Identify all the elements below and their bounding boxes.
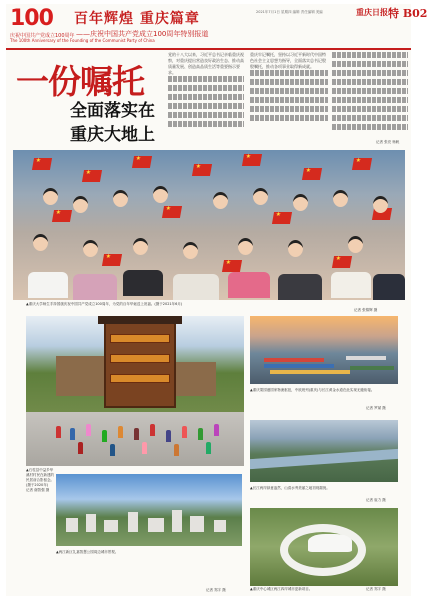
newspaper-page (6, 4, 427, 596)
river-photo (250, 420, 398, 482)
park-photo (250, 508, 398, 586)
river-caption: ▲长江两岸绿意盎然，山清水秀美丽之地初现端倪。 (250, 486, 330, 490)
edition-label: 特 B02 (388, 7, 427, 20)
reporter-byline: 记者 张亮 杨帆 (376, 140, 400, 144)
port-credit: 记者 罗斌 摄 (366, 406, 386, 410)
dateline: 2021年7月1日 星期四 编辑 责任编辑 美编 (256, 10, 323, 14)
article-column-1 (168, 52, 244, 148)
article-column-2 (250, 52, 328, 148)
port-caption: ▲重庆果园港国家物流枢纽，中欧班列(重庆)与长江黄金水道在此实现无缝衔接。 (250, 388, 375, 392)
paper-name: 重庆日报 (356, 7, 388, 17)
logo-line-1: 庆祝中国共产党成立100周年 (10, 33, 75, 39)
city-credit: 记者 郑宇 摄 (206, 588, 226, 592)
crowd-caption: ▲重庆大学师生手持国旗庆祝中国共产党成立100周年，为党的百年华诞送上祝福。(摄于2021年6月) (26, 302, 183, 306)
article-column-3 (332, 52, 408, 148)
logo-line-2: The 100th Anniversary of the Founding of the Communist Party of China (10, 38, 155, 43)
city-photo (56, 474, 242, 546)
park-credit: 记者 郑宇 摄 (366, 587, 386, 591)
masthead (6, 4, 427, 48)
village-caption-block (26, 468, 54, 548)
river-credit: 记者 崔力 摄 (366, 498, 386, 502)
section-subtitle: ——庆祝中国共产党成立100周年特别报道 (76, 30, 209, 38)
village-credit: 记者 谢智强 摄 (26, 488, 50, 492)
logo-number: 100 (10, 6, 53, 31)
park-caption: ▲重庆中心城区两江四岸城市更新项目。 (250, 587, 313, 591)
subhead-line-1: 全面落实在 (70, 101, 155, 121)
headline: 一份嘱托 (16, 62, 144, 101)
port-photo (250, 316, 398, 384)
header-rule (6, 48, 411, 50)
crowd-credit: 记者 张锦辉 摄 (354, 308, 378, 312)
crowd-photo (13, 150, 405, 300)
article-text-2: 重庆牢记嘱托，坚持以习近平新时代中国特色社会主义思想为指导，全面落实总书记殷殷嘱托，推动各项事业取得新成就。 (250, 52, 326, 69)
city-caption: ▲两江新区礼嘉智慧公园周边城市景观。 (56, 550, 119, 554)
section-title: 百年辉煌 重庆篇章 (74, 11, 200, 27)
village-photo (26, 316, 244, 466)
article-text-1: 党的十八大以来，习近平总书记亲临重庆视察，对重庆提出营造良好政治生态、推动高质量发展、创造高品质生活等重要指示要求。 (168, 52, 244, 75)
village-caption: ▲石柱县中益乡华溪村村民在新建的民居前合影留念。(摄于2020年) (26, 468, 54, 487)
subhead-line-2: 重庆大地上 (70, 125, 155, 145)
